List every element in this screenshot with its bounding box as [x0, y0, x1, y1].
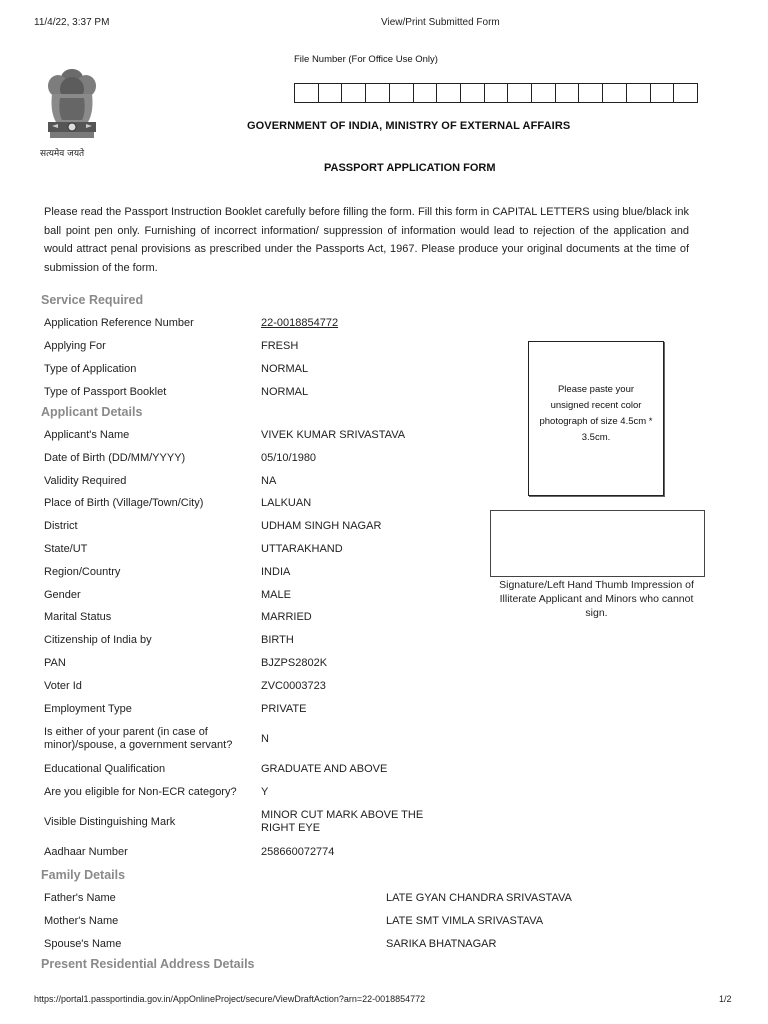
field-label: Type of Passport Booklet — [44, 386, 167, 398]
file-number-cell — [342, 84, 366, 102]
field-label: Citizenship of India by — [44, 634, 152, 646]
instructions-paragraph: Please read the Passport Instruction Booklet carefully before filling the form. Fill this form in CAPITAL LETTERS using blue/black ink ball point pen only. Furnishing of incorrect information/ suppression of information would lead to rejection of the application and would attract penal provisions as prescribed under the Passports Act, 1967. Please produce your original documents at the time of submission of the form. — [44, 206, 689, 274]
photo-instructions: Please paste your unsigned recent color photograph of size 4.5cm * 3.5cm. — [539, 384, 653, 443]
field-value: ZVC0003723 — [261, 680, 326, 692]
field-value: INDIA — [261, 566, 291, 578]
field-value: FRESH — [261, 340, 299, 352]
ministry-title: GOVERNMENT OF INDIA, MINISTRY OF EXTERNAL AFFAIRS — [247, 120, 571, 132]
file-number-cell — [295, 84, 319, 102]
field-label: Gender — [44, 589, 81, 601]
field-value: PRIVATE — [261, 703, 307, 715]
field-value: N — [261, 733, 269, 745]
file-number-cell — [603, 84, 627, 102]
field-value: BIRTH — [261, 634, 294, 646]
file-number-cell — [461, 84, 485, 102]
file-number-cell — [414, 84, 438, 102]
national-emblem-icon — [38, 64, 108, 164]
field-value: 258660072774 — [261, 846, 335, 858]
field-value: NORMAL — [261, 363, 309, 375]
field-label: Are you eligible for Non-ECR category? — [44, 786, 237, 798]
field-label: State/UT — [44, 543, 88, 555]
field-label: Educational Qualification — [44, 763, 166, 775]
field-label: Marital Status — [44, 611, 112, 623]
field-value: MARRIED — [261, 611, 312, 623]
field-value: GRADUATE AND ABOVE — [261, 763, 388, 775]
field-value: SARIKA BHATNAGAR — [386, 938, 497, 950]
file-number-boxes — [294, 83, 698, 103]
field-value: VIVEK KUMAR SRIVASTAVA — [261, 429, 406, 441]
field-value: MINOR CUT MARK ABOVE THE RIGHT EYE — [261, 809, 424, 834]
field-label: PAN — [44, 657, 66, 669]
section-address-details: Present Residential Address Details — [41, 957, 255, 971]
field-label: Mother's Name — [44, 915, 119, 927]
form-title: PASSPORT APPLICATION FORM — [324, 162, 496, 174]
print-datetime: 11/4/22, 3:37 PM — [34, 17, 110, 28]
field-label: Voter Id — [44, 680, 82, 692]
field-label: Place of Birth (Village/Town/City) — [44, 497, 204, 509]
print-page-number: 1/2 — [719, 994, 732, 1004]
file-number-label: File Number (For Office Use Only) — [294, 54, 438, 65]
file-number-cell — [674, 84, 697, 102]
field-label: Aadhaar Number — [44, 846, 128, 858]
field-label: Employment Type — [44, 703, 132, 715]
field-value: 05/10/1980 — [261, 452, 317, 464]
field-value: MALE — [261, 589, 291, 601]
field-label: Application Reference Number — [44, 317, 194, 329]
field-label: Type of Application — [44, 363, 137, 375]
section-applicant-details: Applicant Details — [41, 405, 143, 419]
field-label: Applying For — [44, 340, 106, 352]
field-value: NORMAL — [261, 386, 309, 398]
field-value: UDHAM SINGH NAGAR — [261, 520, 382, 532]
field-label: Validity Required — [44, 475, 127, 487]
signature-box — [490, 510, 705, 577]
file-number-cell — [651, 84, 675, 102]
field-label: District — [44, 520, 78, 532]
file-number-cell — [437, 84, 461, 102]
field-value: LALKUAN — [261, 497, 312, 509]
field-value: Y — [261, 786, 269, 798]
file-number-cell — [627, 84, 651, 102]
field-value: BJZPS2802K — [261, 657, 328, 669]
file-number-cell — [366, 84, 390, 102]
signature-caption: Signature/Left Hand Thumb Impression of Illiterate Applicant and Minors who cannot sign. — [499, 579, 694, 619]
application-reference-value[interactable]: 22-0018854772 — [261, 317, 339, 329]
field-label: Is either of your parent (in case of minor)/spouse, a government servant? — [44, 726, 233, 751]
field-value: LATE GYAN CHANDRA SRIVASTAVA — [386, 892, 572, 904]
file-number-cell — [485, 84, 509, 102]
field-label: Spouse's Name — [44, 938, 122, 950]
field-label: Date of Birth (DD/MM/YYYY) — [44, 452, 186, 464]
field-value: UTTARAKHAND — [261, 543, 343, 555]
field-value: NA — [261, 475, 277, 487]
print-page-title: View/Print Submitted Form — [381, 17, 500, 28]
file-number-cell — [390, 84, 414, 102]
section-family-details: Family Details — [41, 868, 126, 882]
file-number-cell — [579, 84, 603, 102]
field-value: LATE SMT VIMLA SRIVASTAVA — [386, 915, 544, 927]
field-label: Applicant's Name — [44, 429, 130, 441]
field-label: Visible Distinguishing Mark — [44, 816, 176, 828]
file-number-cell — [532, 84, 556, 102]
print-url[interactable]: https://portal1.passportindia.gov.in/AppOnlineProject/secure/ViewDraftAction?arn=22-0018854772 — [34, 994, 426, 1004]
emblem-motto: सत्यमेव जयते — [40, 149, 85, 159]
field-label: Father's Name — [44, 892, 116, 904]
photo-box — [528, 341, 664, 496]
section-service-required: Service Required — [41, 293, 144, 307]
field-label: Region/Country — [44, 566, 121, 578]
file-number-cell — [319, 84, 343, 102]
file-number-cell — [508, 84, 532, 102]
file-number-cell — [556, 84, 580, 102]
